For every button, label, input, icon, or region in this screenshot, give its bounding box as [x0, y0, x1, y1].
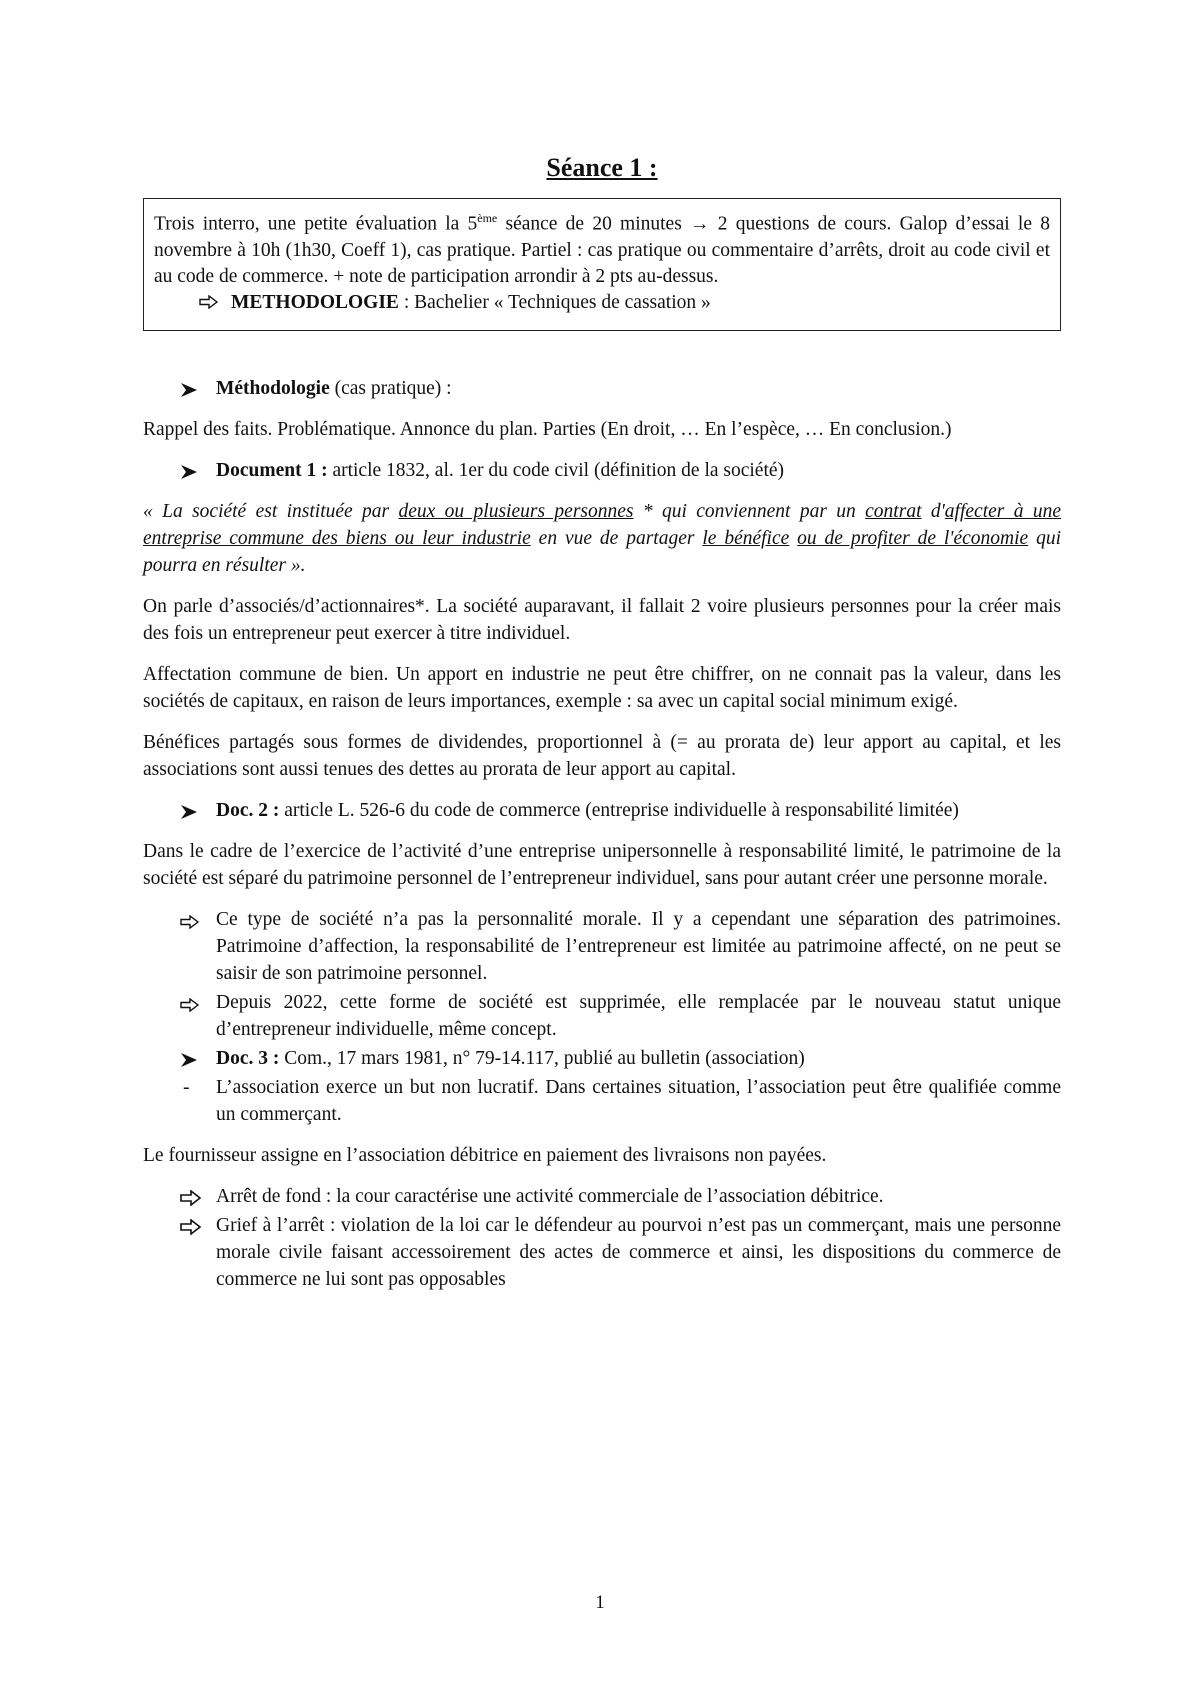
paragraph: Affectation commune de bien. Un apport en industrie ne peut être chiffrer, on ne connait pas la valeur, dans les sociétés de capitaux, en raison de leurs importances, exemple : sa avec un capital social minimum exigé. — [143, 663, 1061, 712]
arrow-list-item: Grief à l’arrêt : violation de la loi car le défendeur au pourvoi n’est pas un commerçant, mais une personne morale civile faisant accessoirement des actes de commerce et ainsi, les dispositions du commerce de commerce ne lui sont pas opposables — [143, 1212, 1061, 1293]
section-methodologie: Méthodologie (cas pratique) : — [143, 375, 1061, 402]
paragraph: On parle d’associés/d’actionnaires*. La société auparavant, il fallait 2 voire plusieurs personnes pour la créer mais des fois un entrepreneur peut exercer à titre individuel. — [143, 595, 1061, 644]
dash-list-item: - L’association exerce un but non lucratif. Dans certaines situation, l’association peut être qualifiée comme un commerçant. — [143, 1074, 1061, 1128]
dash-bullet-icon: - — [183, 1076, 190, 1098]
hollow-arrow-icon — [180, 1216, 202, 1243]
info-box — [143, 198, 1061, 331]
section-document-1: Document 1 : article 1832, al. 1er du code civil (définition de la société) — [143, 457, 1061, 484]
arrowhead-bullet-icon — [180, 801, 198, 828]
section-document-3: Doc. 3 : Com., 17 mars 1981, n° 79-14.117, publié au bulletin (association) — [143, 1045, 1061, 1072]
page-number: 1 — [595, 1592, 605, 1613]
arrow-list-item: Arrêt de fond : la cour caractérise une activité commerciale de l’association débitrice. — [143, 1183, 1061, 1210]
info-box-paragraph: Trois interro, une petite évaluation la 5ème séance de 20 minutes → 2 questions de cours. Galop d’essai le 8 novembre à 10h (1h30, Coeff 1), cas pratique. Partiel : cas pratique ou commentaire d’arrêts, droit au code civil et au code de commerce. + note de participation arrondir à 2 pts au-dessus. — [154, 211, 1050, 287]
paragraph: Bénéfices partagés sous formes de dividendes, proportionnel à (= au prorata de) leur apport au capital, et les associations sont aussi tenues des dettes au prorata de leur apport au capital. — [143, 731, 1061, 780]
arrow-list-item: Depuis 2022, cette forme de société est supprimée, elle remplacée par le nouveau statut unique d’entrepreneur individuelle, même concept. — [143, 989, 1061, 1043]
right-arrow-icon: → — [690, 213, 710, 235]
page-title: Séance 1 : — [546, 153, 658, 182]
arrowhead-bullet-icon — [180, 1049, 198, 1076]
methodologie-line: METHODOLOGIE : Bachelier « Techniques de cassation » — [154, 290, 1050, 316]
document-body — [143, 150, 1061, 1295]
hollow-arrow-icon — [199, 295, 219, 309]
arrowhead-bullet-icon — [180, 379, 198, 406]
paragraph: Dans le cadre de l’exercice de l’activité d’une entreprise unipersonnelle à responsabilité limité, le patrimoine de la société est séparé du patrimoine personnel de l’entrepreneur individuel, sans pour autant créer une personne morale. — [143, 840, 1061, 889]
hollow-arrow-icon — [180, 993, 200, 1020]
article-quote: « La société est instituée par deux ou plusieurs personnes * qui conviennent par un contrat d'affecter à une entreprise commune des biens ou leur industrie en vue de partager le bénéfice ou de profiter de l'économie qui pourra en résulter ». — [143, 500, 1062, 576]
hollow-arrow-icon — [180, 910, 200, 937]
methodologie-text: Rappel des faits. Problématique. Annonce du plan. Parties (En droit, … En l’espèce, … En conclusion.) — [143, 418, 952, 440]
section-document-2: Doc. 2 : article L. 526-6 du code de commerce (entreprise individuelle à responsabilité limitée) — [143, 797, 1061, 824]
arrowhead-bullet-icon — [180, 461, 198, 488]
arrow-list-item: Ce type de société n’a pas la personnalité morale. Il y a cependant une séparation des patrimoines. Patrimoine d’affection, la responsabilité de l’entrepreneur est limitée au patrimoine affecté, on ne peut se saisir de son patrimoine personnel. — [143, 906, 1061, 987]
hollow-arrow-icon — [180, 1187, 202, 1214]
paragraph: Le fournisseur assigne en l’association débitrice en paiement des livraisons non payées. — [143, 1144, 827, 1166]
